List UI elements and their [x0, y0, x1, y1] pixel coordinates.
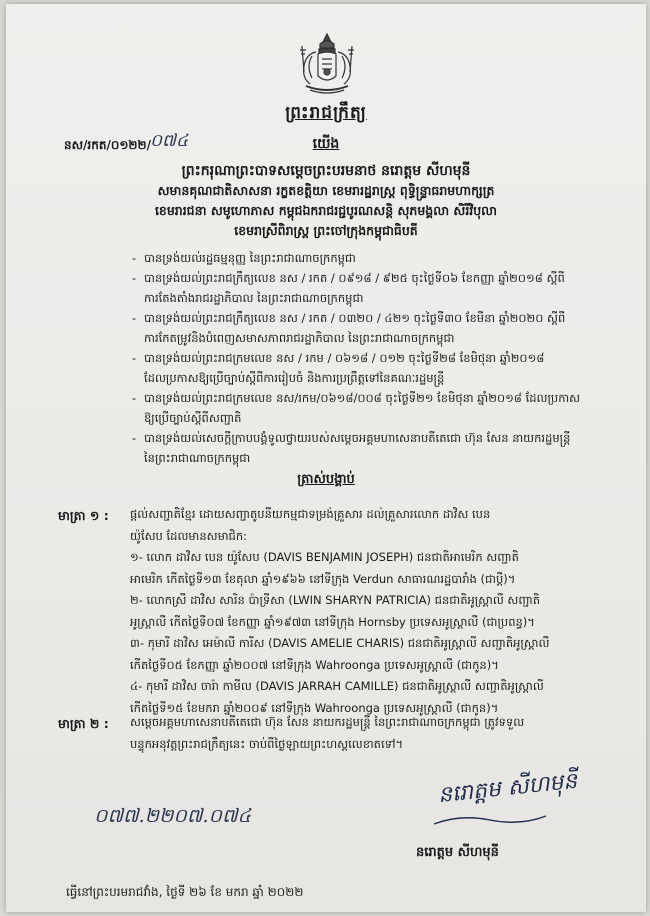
king-titles [26, 161, 626, 241]
article-line: យ៉ូសែប ដែលមានសមាជិក: [130, 528, 248, 543]
king-title-line: ព្រះករុណាព្រះបាទសម្តេចព្រះបរមនាថ នរោត្តម សីហមុនី [181, 163, 471, 179]
royal-coat-of-arms-icon [292, 32, 362, 96]
king-title-line: ខេមរាស្រីពិរាស្ត្រ ព្រះចៅក្រុងកម្ពុជាធិបតី [234, 223, 418, 238]
article-2-label: មាត្រា ២ : [58, 716, 109, 731]
decree-page [6, 4, 646, 912]
signature-flourish-icon [430, 812, 550, 830]
king-title-line: សមានគុណជាតិសាសនា រក្ខតខត្តិយា ខេមរារដ្ឋរាស្ត្រ ពុទ្ធិន្ទ្រាធរាមហាក្សត្រ [157, 183, 495, 198]
consideration-item: - បានទ្រង់យល់ព្រះរាជក្រមលេខ នស/រកម/០៦១៨/០០៨ ចុះថ្ងៃទី២១ ខែមិថុនា ឆ្នាំ២០១៨ ដែលប្រកាស ឱ្យប្រើច្បាប់ស្តីពីសញ្ជាតិ [132, 388, 572, 428]
considerations-list [132, 248, 581, 468]
article-line: ១- លោក ដាវិស បេន យ៉ូសែប (DAVIS BENJAMIN JOSEPH) ជនជាតិអាមេរិក សញ្ជាតិ [130, 550, 519, 564]
article-line: បន្ទុកអនុវត្តព្រះរាជក្រឹត្យនេះ ចាប់ពីថ្ងៃឡាយព្រះហស្តលេខាតទៅ។ [130, 736, 404, 751]
opening-we: យើង [312, 136, 340, 152]
article-line: កើតថ្ងៃទី១៥ ខែមករា ឆ្នាំ២០០៩ នៅទីក្រុង Wahroonga ប្រទេសអូស្ត្រាលី (ជាកូន)។ [130, 700, 499, 715]
consideration-item: - បានទ្រង់យល់ព្រះរាជក្រឹត្យលេខ នស / រកត / ០៣២០ / ៤២១ ចុះថ្ងៃទី៣០ ខែមីនា ឆ្នាំ២០២០ ស្តីពី ការកែតម្រូវនិងបំពេញសមាសភាពរាជរដ្ឋាភិបាល នៃព្រះរាជាណាចក្រកម្ពុជា [132, 308, 572, 348]
consideration-item: - បានទ្រង់យល់ព្រះរាជក្រឹត្យលេខ នស / រកត / ០៩១៨ / ៩២៥ ចុះថ្ងៃទី០៦ ខែកញ្ញា ឆ្នាំ២០១៨ ស្តីពី ការតែងតាំងរាជរដ្ឋាភិបាល នៃព្រះរាជាណាចក្រកម្ពុជា [132, 268, 572, 308]
article-2-body [130, 712, 630, 755]
article-line: ផ្តល់សញ្ជាតិខ្មែរ ដោយសញ្ជាតូបនីយកម្មជាទម្រង់គ្រួសារ ដល់គ្រួសារលោក ដាវិស បេន [130, 507, 491, 521]
king-title-line: ខេមរារជនា សមូហោភាស កម្ពុជឯករាជរជ្ជបូរណសន្តិ សុភមង្គលា សិរីវិបុលា [154, 203, 498, 218]
consideration-item: - បានទ្រង់យល់សេចក្តីក្រាបបង្គំទូលថ្វាយរបស់សម្តេចអគ្គមហាសេនាបតីតេជោ ហ៊ុន សែន នាយករដ្ឋមន្ត្រី នៃព្រះរាជាណាចក្រកម្ពុជា [132, 428, 572, 468]
article-1-label: មាត្រា ១ : [58, 508, 109, 523]
consideration-item: - បានទ្រង់យល់ព្រះរាជក្រមលេខ នស / រកម / ០៦១៨ / ០១២ ចុះថ្ងៃទី២៨ ខែមិថុនា ឆ្នាំ២០១៨ ដែលប្រកាសឱ្យប្រើច្បាប់ស្តីពីការរៀបចំ និងការប្រព្រឹត្តទៅនៃគណៈរដ្ឋមន្ត្រី [132, 348, 572, 388]
article-line: អាមេរិក កើតថ្ងៃទី១៣ ខែតុលា ឆ្នាំ១៩៦៦ នៅទីក្រុង Verdun សាធារណរដ្ឋបារាំង (ជាប្តី)។ [130, 571, 516, 586]
place-and-date: ធ្វើនៅព្រះបរមរាជវាំង, ថ្ងៃទី ២៦ ខែ មករា ឆ្នាំ ២០២២ [66, 885, 304, 899]
royal-signature: នរោត្តម សីហមុនី [436, 768, 579, 809]
article-line: ៣- កុមារី ដាវិស អេម៉ាលី ការីស (DAVIS AMELIE CHARIS) ជនជាតិអូស្ត្រាលី សញ្ជាតិអូស្ត្រាលី [130, 636, 550, 650]
reference-handwritten: ០៧៤ [150, 131, 189, 151]
article-1-body [130, 504, 630, 719]
handwritten-code: ០៧៧.២២០៧.០៧៤ [94, 805, 251, 827]
reference-number: នស/រកត/០១២២/ [64, 138, 151, 152]
article-line: អូស្ត្រាលី កើតថ្ងៃទី០៧ ខែកញ្ញា ឆ្នាំ១៩៧៣ នៅទីក្រុង Hornsby ប្រទេសអូស្ត្រាលី (ជាប្រពន្ធ)។ [130, 614, 535, 629]
consideration-item: - បានទ្រង់យល់រដ្ឋធម្មនុញ្ញ នៃព្រះរាជាណាចក្រកម្ពុជា [132, 248, 572, 268]
article-line: កើតថ្ងៃទី០៥ ខែកញ្ញា ឆ្នាំ២០០៧ នៅទីក្រុង Wahroonga ប្រទេសអូស្ត្រាលី (ជាកូន)។ [130, 657, 499, 672]
article-line: ៤- កុមារី ដាវិស ចារ៉ា កាមីល (DAVIS JARRAH CAMILLE) ជនជាតិអូស្ត្រាលី សញ្ជាតិអូស្ត្រាលី [130, 679, 544, 693]
signer-name: នរោត្តម សីហមុនី [416, 845, 499, 860]
article-line: សម្តេចអគ្គមហាសេនាបតីតេជោ ហ៊ុន សែន នាយករដ្ឋមន្ត្រី នៃព្រះរាជាណាចក្រកម្ពុជា ត្រូវទទួល [130, 715, 525, 729]
article-line: ២- លោកស្រី ដាវិស សារិន ប៉ាទ្រីសា (LWIN SHARYN PATRICIA) ជនជាតិអូស្ត្រាលី សញ្ជាតិ [130, 593, 541, 607]
decides-heading: ត្រាស់បង្គាប់ [297, 472, 355, 487]
decree-title: ព្រះរាជក្រឹត្យ [285, 103, 367, 123]
